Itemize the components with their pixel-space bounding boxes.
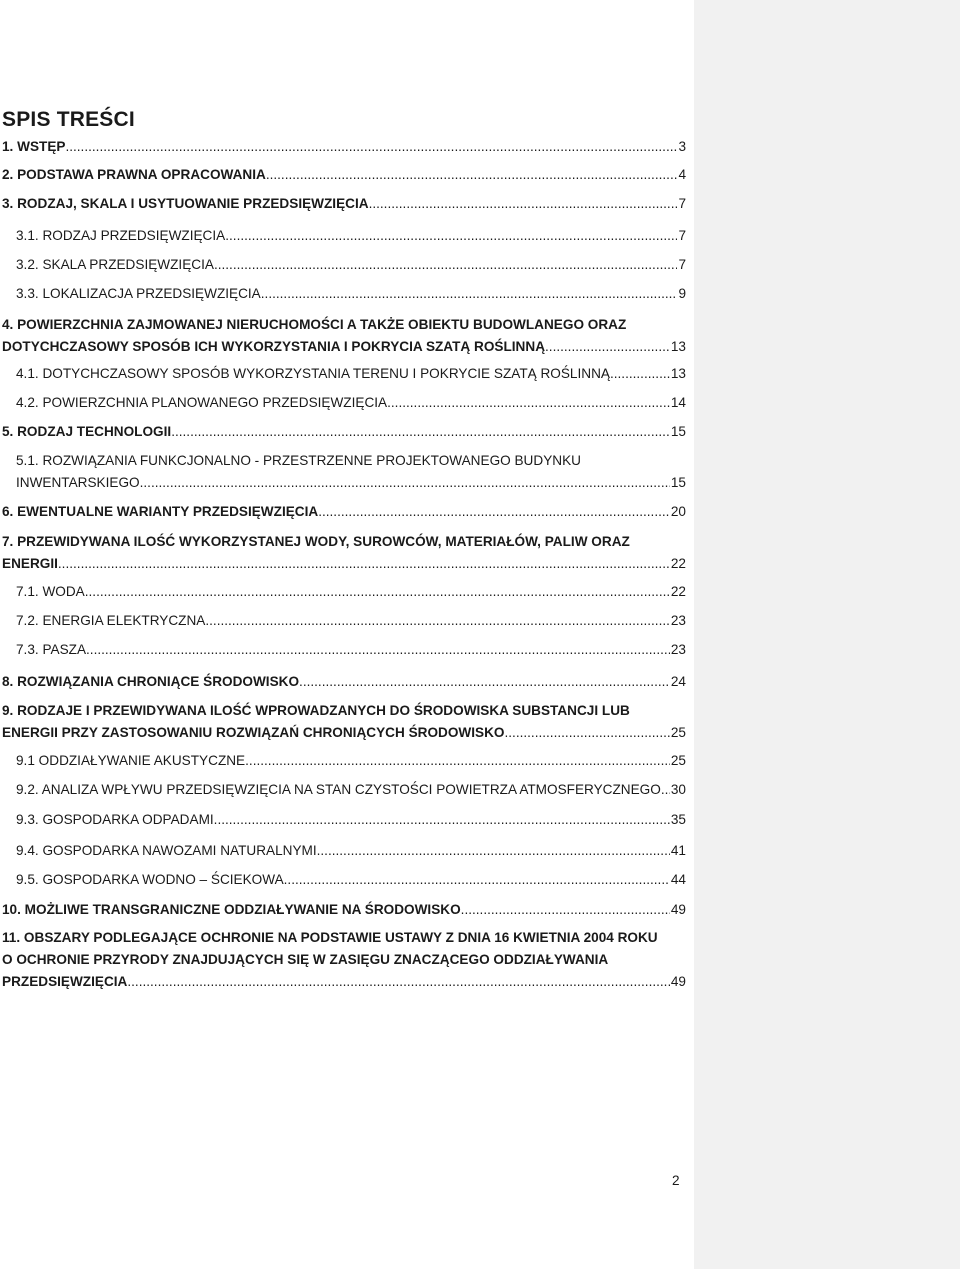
toc-entry-page: 7 (678, 196, 686, 211)
toc-entry-title: 5. RODZAJ TECHNOLOGII (2, 424, 172, 439)
toc-dot-leader (299, 671, 670, 693)
toc-entry-page: 15 (670, 424, 686, 439)
toc-entry[interactable] (16, 392, 686, 414)
toc-entry[interactable] (16, 869, 686, 891)
toc-entry-title: 4.2. POWIERZCHNIA PLANOWANEGO PRZEDSIĘWZIĘCIA (16, 395, 388, 410)
toc-entry-title: ENERGII PRZY ZASTOSOWANIU ROZWIĄZAŃ CHRONIĄCYCH ŚRODOWISKO (2, 725, 505, 740)
toc-entry-title-line1: 7. PRZEWIDYWANA ILOŚĆ WYKORZYSTANEJ WODY, SUROWCÓW, MATERIAŁÓW, PALIW ORAZ (2, 534, 630, 549)
toc-entry[interactable] (16, 610, 686, 632)
toc-dot-leader (545, 336, 670, 358)
toc-dot-leader (284, 869, 670, 891)
toc-entry-page: 15 (670, 475, 686, 490)
toc-dot-leader (205, 610, 670, 632)
toc-dot-leader (261, 283, 678, 305)
toc-entry[interactable] (16, 840, 686, 862)
toc-entry[interactable] (16, 779, 686, 801)
toc-entry-title: 10. MOŻLIWE TRANSGRANICZNE ODDZIAŁYWANIE NA ŚRODOWISKO (2, 902, 461, 917)
toc-entry-title-line1: 5.1. ROZWIĄZANIA FUNKCJONALNO - PRZESTRZENNE PROJEKTOWANEGO BUDYNKU (16, 453, 581, 468)
toc-entry-title: 7.2. ENERGIA ELEKTRYCZNA (16, 613, 206, 628)
toc-entry[interactable] (16, 809, 686, 831)
toc-entry-page: 23 (670, 642, 686, 657)
toc-entry-page: 20 (670, 504, 686, 519)
toc-entry-title: DOTYCHCZASOWY SPOSÓB ICH WYKORZYSTANIA I POKRYCIA SZATĄ ROŚLINNĄ (2, 339, 546, 354)
toc-entry-title-line1: 11. OBSZARY PODLEGAJĄCE OCHRONIE NA PODSTAWIE USTAWY Z DNIA 16 KWIETNIA 2004 ROKU (2, 930, 658, 945)
toc-dot-leader (225, 225, 677, 247)
toc-entry[interactable] (2, 314, 686, 358)
toc-entry-title: 7.1. WODA (16, 584, 85, 599)
toc-entry-page: 49 (670, 974, 686, 989)
toc-entry[interactable] (2, 671, 686, 693)
toc-entry-page: 13 (670, 339, 686, 354)
toc-entry-page: 25 (670, 753, 686, 768)
toc-entry[interactable] (2, 531, 686, 575)
toc-entry-page: 22 (670, 584, 686, 599)
toc-dot-leader (90, 639, 670, 661)
toc-entry-title: 7.3. PASZA. (16, 642, 90, 657)
toc-entry-page: 41 (670, 843, 686, 858)
toc-entry[interactable] (16, 581, 686, 603)
toc-entry[interactable] (16, 283, 686, 305)
toc-entry-page: 4 (678, 167, 686, 182)
toc-entry-page: 9 (678, 286, 686, 301)
toc-entry-title-line2: O OCHRONIE PRZYRODY ZNAJDUJĄCYCH SIĘ W ZASIĘGU ZNACZĄCEGO ODDZIAŁYWANIA (2, 952, 609, 967)
comment-margin-panel (694, 0, 960, 1269)
toc-entry-title: PRZEDSIĘWZIĘCIA (2, 974, 128, 989)
toc-entry-title: 3.3. LOKALIZACJA PRZEDSIĘWZIĘCIA (16, 286, 261, 301)
toc-entry-title: 3. RODZAJ, SKALA I USYTUOWANIE PRZEDSIĘWZIĘCIA (2, 196, 369, 211)
page-number: 2 (672, 1173, 680, 1188)
toc-entry-page: 7 (678, 257, 686, 272)
toc-dot-leader (140, 472, 670, 494)
toc-entry-page: 23 (670, 613, 686, 628)
toc-entry-title: 9.1 ODDZIAŁYWANIE AKUSTYCZNE (16, 753, 246, 768)
toc-entry-page: 14 (670, 395, 686, 410)
toc-entry[interactable] (2, 899, 686, 921)
toc-entry-page: 24 (670, 674, 686, 689)
toc-entry-page: 22 (670, 556, 686, 571)
toc-entry-title: 4.1. DOTYCHCZASOWY SPOSÓB WYKORZYSTANIA TERENU I POKRYCIE SZATĄ ROŚLINNĄ (16, 366, 610, 381)
toc-entry-title: 9.4. GOSPODARKA NAWOZAMI NATURALNYMI (16, 843, 317, 858)
toc-entry-title: 9.2. ANALIZA WPŁYWU PRZEDSIĘWZIĘCIA NA STAN CZYSTOŚCI POWIETRZA ATMOSFERYCZNEGO (16, 782, 661, 797)
toc-entry-page: 35 (670, 812, 686, 827)
toc-dot-leader (65, 136, 677, 158)
toc-entry[interactable] (2, 164, 686, 186)
toc-entry-title: ENERGII (2, 556, 58, 571)
toc-entry[interactable] (16, 639, 686, 661)
toc-entry-title: 3.2. SKALA PRZEDSIĘWZIĘCIA (16, 257, 214, 272)
toc-title: SPIS TREŚCI (2, 108, 135, 131)
toc-entry-title: INWENTARSKIEGO (16, 475, 140, 490)
toc-dot-leader (661, 779, 670, 801)
toc-entry[interactable] (16, 225, 686, 247)
toc-dot-leader (504, 722, 669, 744)
toc-dot-leader (214, 254, 678, 276)
toc-entry-title: 1. WSTĘP (2, 139, 66, 154)
toc-entry-title-line1: 9. RODZAJE I PRZEWIDYWANA ILOŚĆ WPROWADZANYCH DO ŚRODOWISKA SUBSTANCJI LUB (2, 703, 630, 718)
toc-entry-page: 25 (670, 725, 686, 740)
toc-entry[interactable] (2, 136, 686, 158)
toc-dot-leader (266, 164, 678, 186)
toc-entry-page: 30 (670, 782, 686, 797)
toc-dot-leader (171, 421, 670, 443)
toc-entry[interactable] (2, 700, 686, 744)
toc-entry-page: 49 (670, 902, 686, 917)
toc-entry[interactable] (16, 254, 686, 276)
toc-dot-leader (369, 193, 678, 215)
toc-entry-page: 44 (670, 872, 686, 887)
toc-entry[interactable] (2, 193, 686, 215)
toc-entry-page: 3 (678, 139, 686, 154)
toc-entry[interactable] (16, 363, 686, 385)
toc-dot-leader (58, 553, 670, 575)
toc-dot-leader (245, 750, 670, 772)
toc-dot-leader (387, 392, 670, 414)
toc-entry[interactable] (16, 750, 686, 772)
toc-entry-title: 8. ROZWIĄZANIA CHRONIĄCE ŚRODOWISKO (2, 674, 300, 689)
toc-dot-leader (610, 363, 670, 385)
toc-entry-title: 9.3. GOSPODARKA ODPADAMI (16, 812, 214, 827)
toc-dot-leader (214, 809, 670, 831)
toc-entry[interactable] (2, 501, 686, 523)
toc-entry[interactable] (2, 927, 686, 993)
toc-dot-leader (318, 501, 670, 523)
toc-entry-title: 2. PODSTAWA PRAWNA OPRACOWANIA (2, 167, 266, 182)
toc-dot-leader (85, 581, 670, 603)
toc-entry[interactable] (2, 421, 686, 443)
toc-entry-title-line1: 4. POWIERZCHNIA ZAJMOWANEJ NIERUCHOMOŚCI A TAKŻE OBIEKTU BUDOWLANEGO ORAZ (2, 317, 627, 332)
toc-entry-title: 3.1. RODZAJ PRZEDSIĘWZIĘCIA (16, 228, 226, 243)
toc-entry-page: 13 (670, 366, 686, 381)
toc-entry-page: 7 (678, 228, 686, 243)
toc-dot-leader (317, 840, 670, 862)
toc-entry-title: 6. EWENTUALNE WARIANTY PRZEDSIĘWZIĘCIA (2, 504, 319, 519)
toc-entry[interactable] (16, 450, 686, 494)
toc-entry-title: 9.5. GOSPODARKA WODNO – ŚCIEKOWA (16, 872, 284, 887)
toc-dot-leader (127, 971, 670, 993)
toc-dot-leader (461, 899, 670, 921)
